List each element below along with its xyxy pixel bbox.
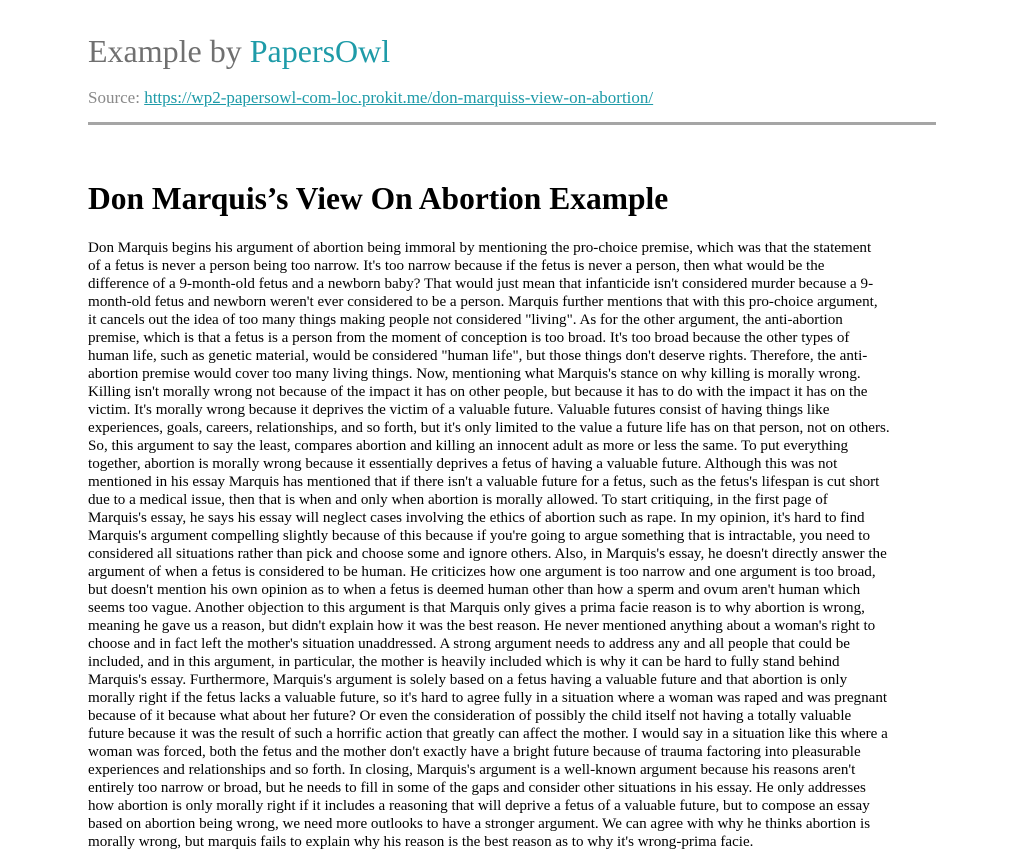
source-link[interactable]: https://wp2-papersowl-com-loc.prokit.me/don-marquiss-view-on-abortion/: [144, 88, 654, 107]
source-line: [88, 88, 653, 108]
brand-header: [88, 31, 390, 71]
brand-name: PapersOwl: [249, 33, 391, 69]
brand-prefix: Example by: [88, 33, 250, 69]
header-divider: [88, 122, 936, 125]
source-label: Source:: [88, 88, 145, 107]
article-body: Don Marquis begins his argument of abortion being immoral by mentioning the pro-choice premise, which was that the statement of a fetus is never a person being too narrow. It's too narrow because if the fetus is never a person, then what would be the difference of a 9-month-old fetus and a newborn baby? That would just mean that infanticide isn't considered murder because a 9- month-old fetus and newborn weren't ever considered to be a person. Marquis further mentions that with this pro-choice argument, it cancels out the idea of too many things making people not considered "living". As for the other argument, the anti-abortion premise, which is that a fetus is a person from the moment of conception is too broad. It's too broad because the other types of human life, such as genetic material, would be considered "human life", but those things don't deserve rights. Therefore, the anti- abortion premise would cover too many living things. Now, mentioning what Marquis's stance on why killing is morally wrong. Killing isn't morally wrong not because of the impact it has on other people, but because it has to do with the impact it has on the victim. It's morally wrong because it deprives the victim of a valuable future. Valuable futures consist of having things like experiences, goals, careers, relationships, and so forth, but it's only limited to the value a future life has on that person, not on others. So, this argument to say the least, compares abortion and killing an innocent adult as more or less the same. To put everything together, abortion is morally wrong because it essentially deprives a fetus of having a valuable future. Although this was not mentioned in his essay Marquis has mentioned that if there isn't a valuable future for a fetus, such as the fetus's lifespan is cut short due to a medical issue, then that is when and only when abortion is morally allowed. To start critiquing, in the first page of Marquis's essay, he says his essay will neglect cases involving the ethics of abortion such as rape. In my opinion, it's hard to find Marquis's argument compelling slightly because of this because if you're going to argue something that is intractable, you need to considered all situations rather than pick and choose some and ignore others. Also, in Marquis's essay, he doesn't directly answer the argument of when a fetus is considered to be human. He criticizes how one argument is too narrow and one argument is too broad, but doesn't mention his own opinion as to when a fetus is deemed human other than how a sperm and ovum aren't human which seems too vague. Another objection to this argument is that Marquis only gives a prima facie reason is to why abortion is wrong, meaning he gave us a reason, but didn't explain how it was the best reason. He never mentioned anything about a woman's right to choose and in fact left the mother's situation unaddressed. A strong argument needs to address any and all people that could be included, and in this argument, in particular, the mother is heavily included which is why it can be hard to fully stand behind Marquis's essay. Furthermore, Marquis's argument is solely based on a fetus having a valuable future and that abortion is only morally right if the fetus lacks a valuable future, so it's hard to agree fully in a situation where a woman was raped and was pregnant because of it because what about her future? Or even the consideration of possibly the child itself not having a totally valuable future because it was the result of such a horrific action that greatly can affect the mother. I would say in a situation like this where a woman was forced, both the fetus and the mother don't exactly have a bright future because of trauma factoring into pleasurable experiences and relationships and so forth. In closing, Marquis's argument is a well-known argument because his reasons aren't entirely too narrow or broad, but he needs to fill in some of the gaps and consider other situations in his essay. He only addresses how abortion is only morally right if it includes a reasoning that will deprive a fetus of a valuable future, but to compose an essay based on abortion being wrong, we need more outlooks to have a stronger argument. We can agree with why he thinks abortion is morally wrong, but marquis fails to explain why his reason is the best reason as to why it's wrong-prima facie.: [88, 240, 890, 850]
article-title: Don Marquis’s View On Abortion Example: [88, 181, 669, 216]
